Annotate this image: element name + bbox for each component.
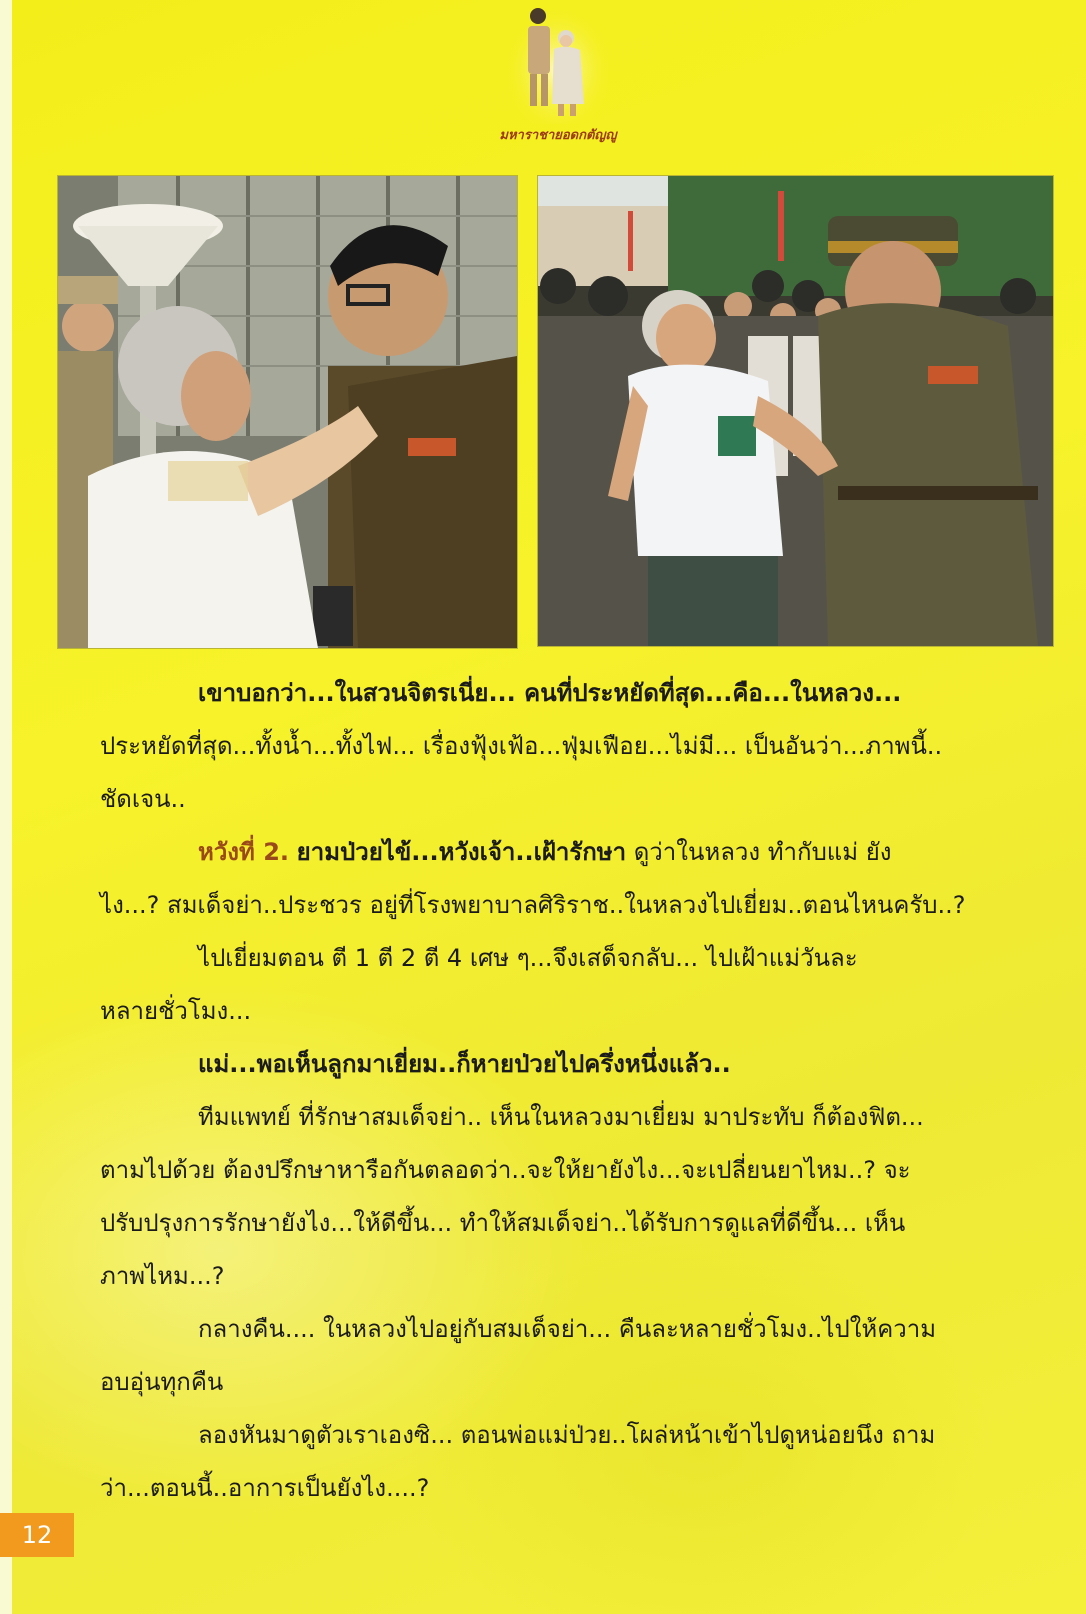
paragraph-2-line-1 — [100, 826, 1010, 879]
photo-right — [537, 175, 1054, 647]
paragraph-1-line-2: ประหยัดที่สุด...ทั้งน้ำ...ทั้งไฟ... เรื่องฟุ้งเฟ้อ...ฟุ่มเฟือย...ไม่มี... เป็นอันว่า...ภาพนี้.. — [100, 732, 943, 760]
header-caption: มหาราชายอดกตัญญู — [499, 128, 617, 143]
paragraph-3-line-1: ไปเยี่ยมตอน ตี 1 ตี 2 ตี 4 เศษ ๆ...จึงเสด็จกลับ... ไปเฝ้าแม่วันละ — [198, 944, 858, 972]
paragraph-1-line-3: ชัดเจน.. — [100, 785, 186, 813]
paragraph-6-line-1: กลางคืน.... ในหลวงไปอยู่กับสมเด็จย่า... คืนละหลายชั่วโมง..ไปให้ความ — [198, 1315, 937, 1343]
paragraph-2-rest: ดูว่าในหลวง ทำกับแม่ ยัง — [633, 838, 892, 866]
photo-left — [57, 175, 518, 649]
paragraph-7-line-1: ลองหันมาดูตัวเราเองซิ... ตอนพ่อแม่ป่วย..โผล่หน้าเข้าไปดูหน่อยนึง ถาม — [198, 1421, 936, 1449]
photo-king-greeting-elderly-woman-icon — [58, 176, 517, 648]
page-edge — [0, 0, 12, 1614]
paragraph-2-title: ยามป่วยไข้...หวังเจ้า..เฝ้ารักษา — [296, 838, 627, 866]
paragraph-5-line-2: ตามไปด้วย ต้องปรึกษาหารือกันตลอดว่า..จะให้ยายังไง...จะเปลี่ยนยาไหม..? จะ — [100, 1156, 911, 1184]
paragraph-4-line-1: แม่...พอเห็นลูกมาเยี่ยม..ก็หายป่วยไปครึ่งหนึ่งแล้ว.. — [198, 1050, 731, 1078]
paragraph-2-label: หวังที่ 2. — [198, 838, 290, 866]
paragraph-2-line-2: ไง...? สมเด็จย่า..ประชวร อยู่ที่โรงพยาบาลศิริราช..ในหลวงไปเยี่ยม..ตอนไหนครับ..? — [100, 891, 966, 919]
paragraph-5-line-3: ปรับปรุงการรักษายังไง...ให้ดีขึ้น... ทำให้สมเด็จย่า..ได้รับการดูแลที่ดีขึ้น... เห็น — [100, 1209, 906, 1237]
paragraph-5-line-1: ทีมแพทย์ ที่รักษาสมเด็จย่า.. เห็นในหลวงมาเยี่ยม มาประทับ ก็ต้องฟิต... — [198, 1103, 924, 1131]
body-text — [100, 667, 1010, 1515]
header-emblem-image — [508, 4, 608, 124]
paragraph-3-line-2: หลายชั่วโมง... — [100, 997, 252, 1025]
paragraph-7-line-2: ว่า...ตอนนี้..อาการเป็นยังไง....? — [100, 1474, 430, 1502]
page-number: 12 — [0, 1513, 74, 1557]
paragraph-5-line-4: ภาพไหม...? — [100, 1262, 225, 1290]
paragraph-1-line-1: เขาบอกว่า...ในสวนจิตรเนี่ย... คนที่ประหยัดที่สุด...คือ...ในหลวง... — [198, 679, 902, 707]
paragraph-6-line-2: อบอุ่นทุกคืน — [100, 1368, 224, 1396]
photo-king-escorting-mother-icon — [538, 176, 1053, 646]
